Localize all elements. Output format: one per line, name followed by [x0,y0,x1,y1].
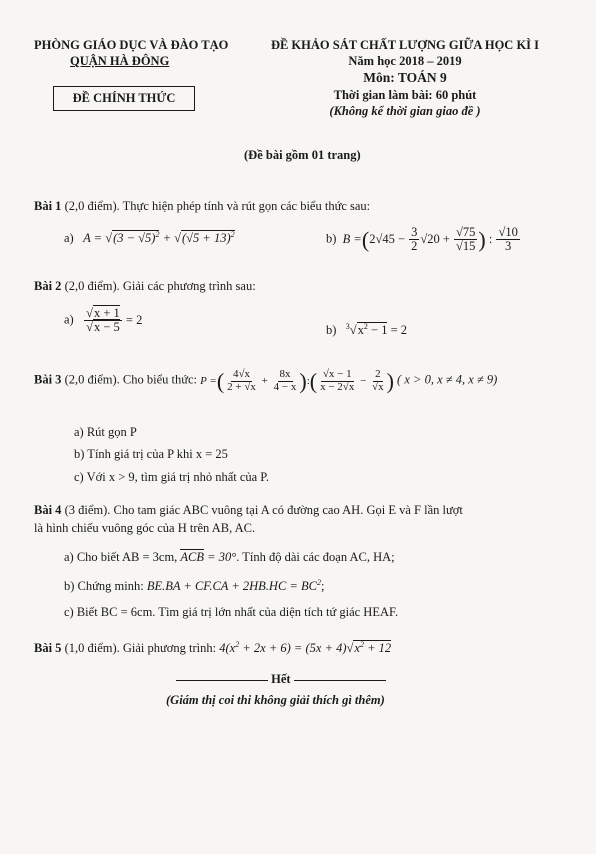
bai2-a: a) $\frac{√x + 1}{√x - 5}$ = 2 [64,306,143,335]
bai3-b: b) Tính giá trị của P khi x = 25 [74,447,228,461]
school-year: Năm học 2018 – 2019 [348,54,462,68]
department-name: PHÒNG GIÁO DỤC VÀ ĐÀO TẠO [34,38,229,52]
bai1-b-expression: B =(2√45 − $\frac{3}{2}$ √20 + $\frac{√75}{√15}$ ) : $\frac{√10}{3}$ [342,225,518,254]
bai1-a: a) $A = √(3 - √5)^2 + √(√5 + 13)^2$ [64,230,235,246]
bai5-prompt: Bài 5 (1,0 điểm). Giải phương trình: $4(x^2 + 2x + 6) = (5x + 4)√x^2 + 12$ [34,640,392,656]
bai4-b-identity: $BE.BA + CF.CA + 2HB.HC = BC^2$ [146,578,321,594]
exam-title: ĐỀ KHẢO SÁT CHẤT LƯỢNG GIỮA HỌC KÌ I [270,38,540,52]
pages-note: (Đề bài gồm 01 trang) [244,148,361,162]
bai4-b: b) Chứng minh: $BE.BA + CF.CA + 2HB.HC = BC^2$; [64,578,325,594]
duration-note: (Không kể thời gian giao đề ) [329,104,481,118]
bai2-a-equation: $\frac{√x + 1}{√x - 5}$ = 2 [86,306,143,335]
bai3-c: c) Với x > 9, tìm giá trị nhỏ nhất của P. [74,470,270,484]
bai4-c: c) Biết BC = 6cm. Tìm giá trị lớn nhất của diện tích tứ giác HEAF. [64,605,399,619]
official-badge: ĐỀ CHÍNH THỨC [53,86,195,111]
end-line-left [176,680,268,681]
bai4-prompt-line2: là hình chiếu vuông góc của H trên AB, AC. [34,521,256,535]
bai3-a: a) Rút gọn P [74,425,137,439]
bai1-b: b) B =(2√45 − $\frac{3}{2}$ √20 + $\frac{√75}{√15}$ ) : $\frac{√10}{3}$ [326,226,521,253]
bai1-prompt: Bài 1 (2,0 điểm). Thực hiện phép tính và rút gọn các biểu thức sau: [34,199,371,213]
proctor-note: (Giám thị coi thi không giải thích gì thêm) [166,693,385,707]
bai3-expression: P =( $\frac{4√x}{2 + √x}$ + $\frac{8x}{4 - x}$ ):( $\frac{√x - 1}{x - 2√x}$ − $\frac{2}{√x}$ ) [200,367,394,393]
bai2-b-equation: $^3√x^2 - 1 = 2$ [345,322,408,338]
end-line-right [294,680,386,681]
end-marker: Hết [176,672,386,687]
duration: Thời gian làm bài: 60 phút [333,88,477,102]
bai4-a: a) Cho biết AB = 3cm, ACB = 30°. Tính độ dài các đoạn AC, HA; [64,550,395,564]
subject: Môn: TOÁN 9 [363,70,447,85]
bai5-equation: $4(x^2 + 2x + 6) = (5x + 4)√x^2 + 12$ [219,640,392,656]
district-name: QUẬN HÀ ĐÔNG [70,54,170,68]
bai4-angle: ACB = 30° [180,550,237,564]
bai3-condition: ( x > 0, x ≠ 4, x ≠ 9) [397,372,498,387]
bai2-prompt: Bài 2 (2,0 điểm). Giải các phương trình sau: [34,279,256,293]
bai1-a-expression: $A = √(3 - √5)^2 + √(√5 + 13)^2$ [83,230,235,246]
bai3-prompt: Bài 3 (2,0 điểm). Cho biểu thức: P =( $\frac{4√x}{2 + √x}$ + $\frac{8x}{4 - x}$ ):( $\frac{√x - 1}{x - 2√x}$ − $\frac{2}{√x}$ ) ( x > 0, x ≠ 4, x ≠ 9) [34,367,498,393]
bai4-prompt-line1: Bài 4 (3 điểm). Cho tam giác ABC vuông tại A có đường cao AH. Gọi E và F lần lượt [34,503,463,517]
bai2-b: b) $^3√x^2 - 1 = 2$ [326,322,408,338]
